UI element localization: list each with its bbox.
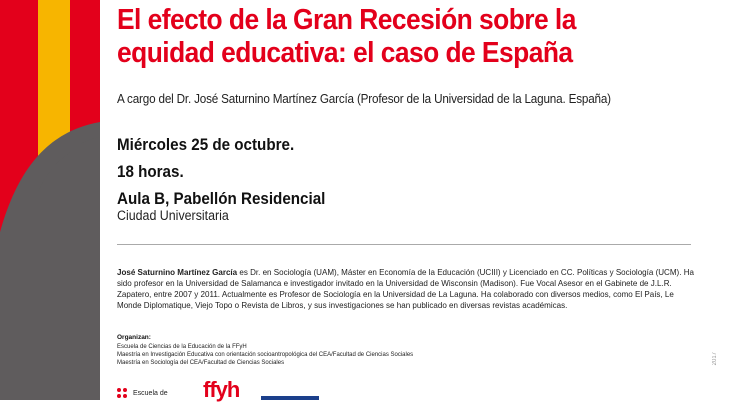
bio-text: es Dr. en Sociología (UAM), Máster en Economía de la Educación (UCIII) y Licenciado en CC. Políticas y Sociología (UCM). Ha sido profesor en la Universidad de Salamanca e investigador invitado en la Universidad de Wisconsin (Madison). Fue Vocal Asesor en el Gabinete de J.L.R. Zapatero, entre 2007 y 2011. Actualmente es Profesor de Sociología en la Universidad de La Laguna. Ha colaborado con diversos medios, como El País, Le Monde Diplomatique, Viejo Topo o Revista de Libros, y sus investigaciones se han publicado en diversas revistas académicas. — [117, 267, 694, 310]
organizer-item: Escuela de Ciencias de la Educación de la FFyH — [117, 344, 247, 350]
event-date: Miércoles 25 de octubre. — [117, 136, 295, 154]
partner-logo-bar — [261, 396, 319, 400]
ffyh-logo: ffyh — [203, 377, 240, 402]
title-line-1: El efecto de la Gran Recesión sobre la — [117, 4, 576, 36]
side-code: 2017 — [712, 352, 718, 366]
event-details — [117, 133, 325, 214]
speaker-bio — [117, 267, 697, 311]
organizers-title: Organizan: — [117, 334, 151, 341]
title-line-2: equidad educativa: el caso de España — [117, 37, 573, 69]
page-title — [117, 4, 663, 70]
escuela-logo-text: Escuela de — [133, 390, 168, 397]
escuela-logo-dots-icon — [117, 388, 131, 400]
event-place-sub: Ciudad Universitaria — [117, 208, 229, 223]
event-place: Aula B, Pabellón Residencial — [117, 190, 326, 208]
speaker-subtitle: A cargo del Dr. José Saturnino Martínez García (Profesor de la Universidad de la Laguna. España) — [117, 91, 611, 106]
organizer-item: Maestría en Sociología del CEA/Facultad de Ciencias Sociales — [117, 360, 285, 366]
divider — [117, 244, 691, 245]
decorative-stripes — [0, 0, 100, 400]
event-time: 18 horas. — [117, 163, 184, 181]
organizer-item: Maestría en Investigación Educativa con orientación socioantropológica del CEA/Facultad de Ciencias Sociales — [117, 352, 414, 358]
organizers-list — [117, 343, 413, 367]
bio-name: José Saturnino Martínez García — [117, 267, 238, 277]
